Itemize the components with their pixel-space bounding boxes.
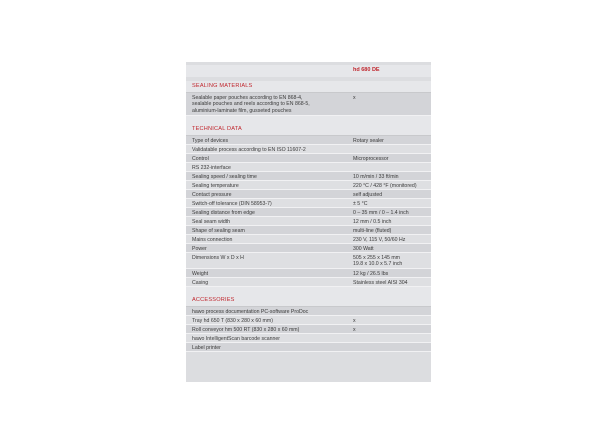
table-row [186,316,431,325]
row-value: self adjusted [353,191,383,198]
row-value: x [353,94,356,101]
row-value: 19.8 x 10.0 x 5.7 inch [353,261,403,268]
row-label: hawo IntelligentScan barcode scanner [192,335,280,342]
sealing-materials-table [186,93,431,116]
section-accessories [186,295,431,307]
row-value: 12 kg / 26.5 lbs [353,270,389,277]
table-row [186,181,431,190]
section-title: TECHNICAL DATA [192,126,242,132]
row-label: RS 232-interface [192,164,231,171]
row-label: Contact pressure [192,191,232,198]
table-row [186,208,431,217]
row-label: Tray hd 650 T (830 x 280 x 60 mm) [192,317,273,324]
row-label: Casing [192,279,209,286]
section-title: SEALING MATERIALS [192,83,253,89]
row-label: Control [192,155,209,162]
row-label: hawo process documentation PC-software ProDoc [192,308,309,315]
table-row [186,235,431,244]
row-value: 10 m/min / 33 ft/min [353,173,399,180]
table-row [186,307,431,316]
table-row [186,172,431,181]
row-value: 505 x 255 x 145 mm [353,254,401,261]
row-label: Type of devices [192,137,229,144]
table-row [186,145,431,154]
row-value: 220 °C / 428 °F (monitored) [353,182,417,189]
row-label: Weight [192,270,209,277]
row-label: Sealing speed / sealing time [192,173,257,180]
row-value: x [353,326,356,333]
model-name: hd 680 DE [353,67,380,73]
row-value: 12 mm / 0.5 inch [353,218,392,225]
row-value: 230 V, 115 V, 50/60 Hz [353,236,406,243]
table-row [186,278,431,287]
row-value: 0 – 35 mm / 0 – 1.4 inch [353,209,409,216]
row-value: ± 5 °C [353,200,368,207]
row-label: Dimensions W x D x H [192,254,244,261]
table-row [186,343,431,352]
table-row [186,136,431,145]
table-row [186,93,431,116]
row-label: Label printer [192,344,221,351]
row-value: Stainless steel AISI 304 [353,279,408,286]
row-value: x [353,317,356,324]
section-title: ACCESSORIES [192,297,235,303]
table-row [186,334,431,343]
section-technical-data [186,124,431,136]
table-row [186,269,431,278]
table-row [186,154,431,163]
table-row [186,226,431,235]
row-label: sealable pouches and reels according to EN 868-5, [192,101,310,108]
row-label: Sealing temperature [192,182,239,189]
row-label: Mains connection [192,236,233,243]
row-label: Sealable paper pouches according to EN 868-4, [192,94,303,101]
row-value: multi-line (fluted) [353,227,392,234]
model-header [186,65,431,77]
row-label: Seal seam width [192,218,231,225]
spec-sheet [186,62,431,382]
row-value: Rotary sealer [353,137,384,144]
technical-data-table [186,136,431,287]
row-label: Roll conveyor hm 500 RT (830 x 280 x 60 mm) [192,326,300,333]
row-label: Sealing distance from edge [192,209,255,216]
row-label: Switch-off tolerance (DIN 58953-7) [192,200,272,207]
row-value: 300 Watt [353,245,374,252]
row-label: Validatable process according to EN ISO 11607-2 [192,146,306,153]
table-row [186,244,431,253]
row-label: Power [192,245,207,252]
table-row [186,217,431,226]
row-label: aluminium-laminate film, gusseted pouches [192,108,292,115]
row-value: Microprocessor [353,155,389,162]
table-row [186,163,431,172]
accessories-table [186,307,431,352]
table-row [186,325,431,334]
table-row [186,199,431,208]
row-label: Shape of sealing seam [192,227,245,234]
section-sealing-materials [186,81,431,93]
table-row [186,253,431,269]
table-row [186,190,431,199]
